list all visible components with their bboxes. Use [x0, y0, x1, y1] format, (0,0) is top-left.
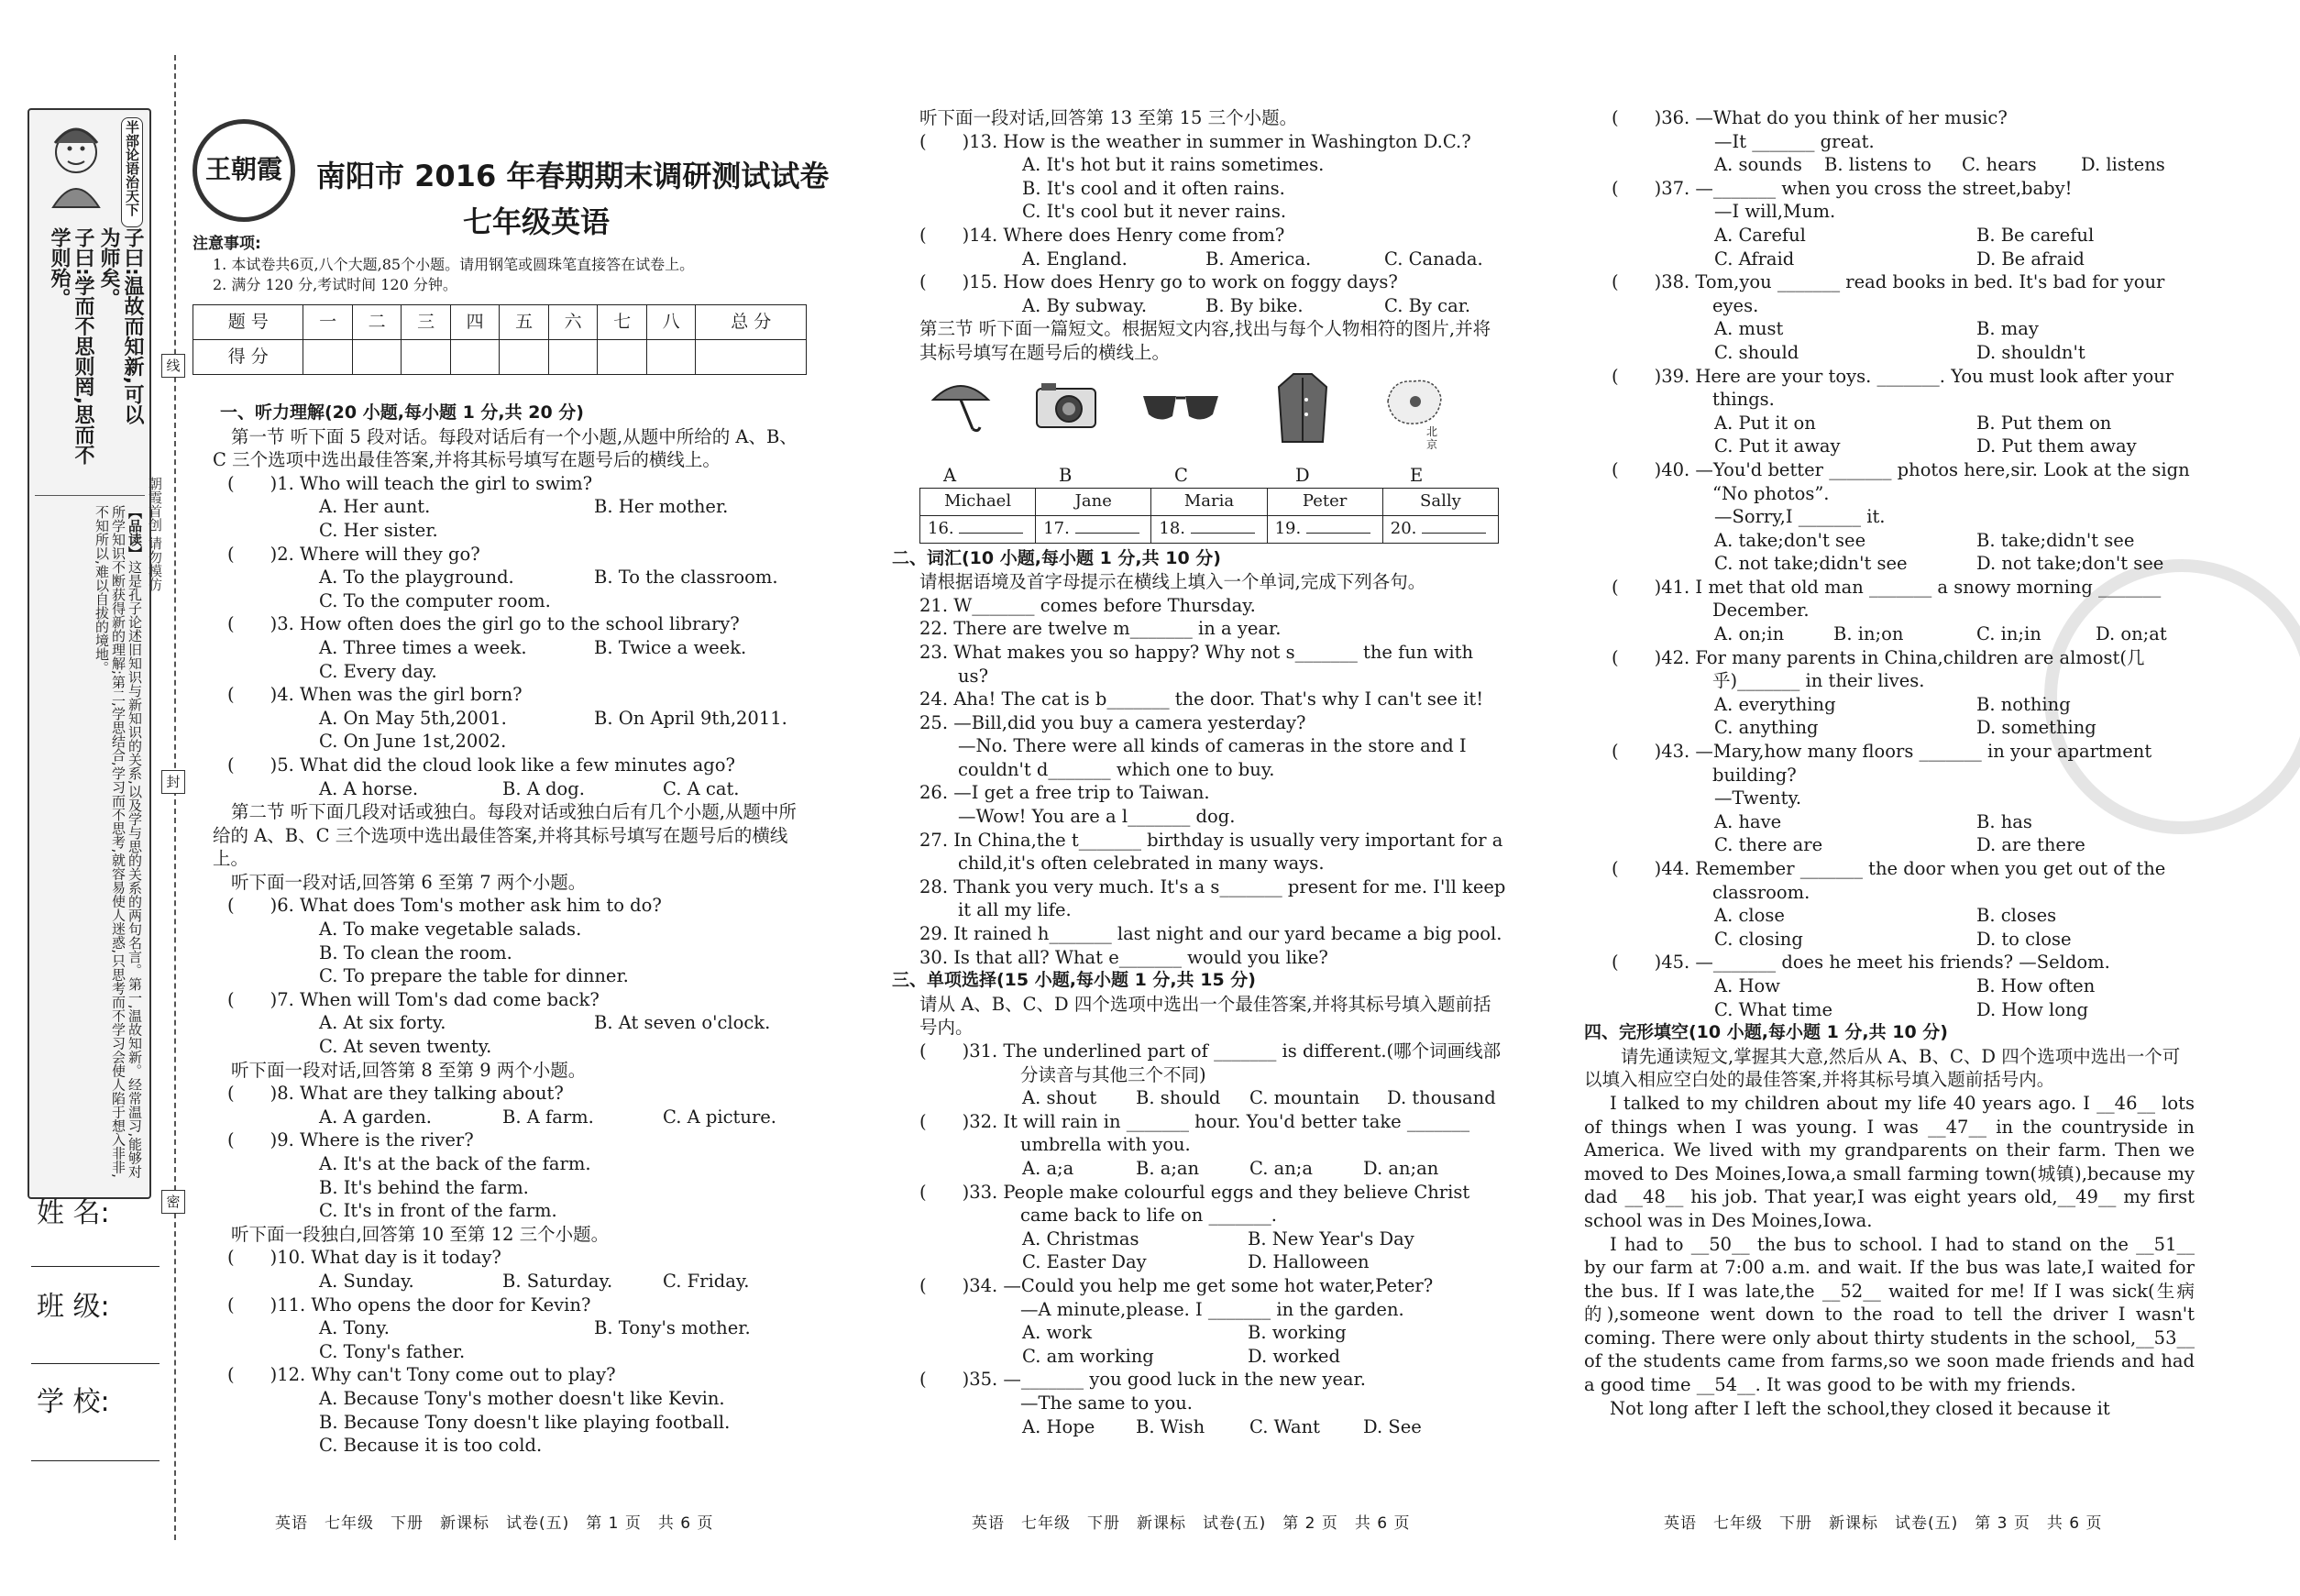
q12-option-c[interactable]: C. Because it is too cold. [319, 1435, 543, 1457]
option-b[interactable]: B. New Year's Day [1248, 1227, 1414, 1249]
q33-options-cd [919, 1250, 1506, 1274]
pindu-box [35, 495, 145, 1192]
option-a[interactable]: A. Three times a week. [319, 636, 527, 658]
option-b[interactable]: B. To the classroom. [594, 567, 778, 589]
score-cell[interactable] [500, 340, 549, 375]
q3-option-c[interactable]: C. Every day. [319, 660, 437, 682]
option-a[interactable]: A. everything [1714, 693, 1836, 715]
option-a[interactable]: A. Christmas [1022, 1227, 1139, 1249]
cut-line [174, 55, 176, 1540]
option-c[interactable]: C. Easter Day [1022, 1251, 1147, 1273]
question-11: ( )11. Who opens the door for Kevin? [227, 1293, 591, 1315]
score-header-cell: 一 [303, 305, 353, 340]
q6-option-b[interactable]: B. To clean the room. [319, 941, 512, 963]
brand-logo [193, 119, 295, 222]
column-3 [1584, 106, 2195, 1420]
option-d[interactable]: D. thousand [1387, 1087, 1496, 1109]
vocab-27[interactable]: 27. In China,the t_______ birthday is usually very important for a child,it's often celebrated in many ways. [919, 829, 1503, 875]
answer-number: 16. [928, 519, 954, 539]
q9-option-a[interactable]: A. It's at the back of the farm. [319, 1153, 591, 1174]
option-c[interactable]: C. hears [1962, 154, 2037, 176]
option-a[interactable]: A. A horse. [319, 777, 419, 799]
option-a[interactable]: A. Sunday. [319, 1270, 414, 1292]
option-b[interactable]: B. On April 9th,2011. [594, 707, 787, 729]
option-b[interactable]: B. has [1976, 810, 2032, 832]
question-33: ( )33. People make colourful eggs and they believe Christ came back to life on _______. [919, 1181, 1470, 1227]
answer-number: 18. [1159, 519, 1186, 539]
question-1: ( )1. Who will teach the girl to swim? [227, 472, 593, 494]
score-cell[interactable] [696, 340, 807, 375]
option-a[interactable]: A. Hope [1022, 1415, 1095, 1437]
question-8: ( )8. What are they talking about? [227, 1083, 564, 1105]
score-cell[interactable] [402, 340, 451, 375]
cloze-paragraph-1: I talked to my children about my life 40 years ago. I __46__ lots of things when I was young. I was __47__ in the countryside in America. We lived with my grandparents on their farm. Then we moved to Des Moines,Iowa,a small farming town(城镇),because my dad __48__ his job. That year,I was eight years old,__49__ my first school was in Des Moines,Iowa. [1584, 1092, 2195, 1231]
q6-option-a[interactable]: A. To make vegetable salads. [319, 919, 582, 941]
q11-option-c[interactable]: C. Tony's father. [319, 1340, 466, 1362]
q31-options [919, 1086, 1506, 1110]
option-c[interactable]: C. Friday. [663, 1270, 750, 1292]
question-14: ( )14. Where does Henry come from? [919, 224, 1285, 246]
score-row-label: 得 分 [193, 340, 303, 375]
vocab-23[interactable]: 23. What makes you so happy? Why not s_______ the fun with us? [919, 641, 1474, 687]
option-d[interactable]: D. See [1363, 1415, 1422, 1437]
q34-reply: —A minute,please. I _______ in the garden. [1020, 1298, 1404, 1320]
score-cell[interactable] [303, 340, 353, 375]
q13-option-b[interactable]: B. It's cool and it often rains. [1022, 177, 1285, 199]
option-c[interactable]: C. in;in [1976, 623, 2041, 645]
q7-option-c[interactable]: C. At seven twenty. [319, 1036, 492, 1058]
vocab-25-reply[interactable]: —No. There were all kinds of cameras in the store and I couldn't d_______ which one to buy. [958, 735, 1467, 780]
q9-option-b[interactable]: B. It's behind the farm. [319, 1176, 529, 1198]
score-header-cell: 五 [500, 305, 549, 340]
score-cell[interactable] [548, 340, 598, 375]
option-b[interactable]: B. A farm. [502, 1106, 594, 1128]
section-1-part-1-intro: 第一节 听下面 5 段对话。每段对话后有一个小题,从题中所给的 A、B、C 三个选项中选出最佳答案,并将其标号填写在题号后的横线上。 [213, 425, 798, 471]
question-34: ( )34. —Could you help me get some hot water,Peter? [919, 1274, 1434, 1296]
pindu-body: 这是孔子论述旧知识与新知识的关系,以及学与思的关系的两句名言。第一,温故知新。经常温习,能够对所学知识不断获得新的理解;第二,学思结合,学习而不思考,就容易使人迷惑,只思考而不学习会使人陷于想入非非,不知所以,难以自拔的境地。 [94, 505, 143, 1179]
question-41: ( )41. I met that old man _______ a snowy morning _______ December. [1612, 576, 2162, 622]
question-13: ( )13. How is the weather in summer in Washington D.C.? [919, 130, 1471, 152]
option-c[interactable]: C. anything [1714, 717, 1819, 739]
lead-6-7: 听下面一段对话,回答第 6 至第 7 两个小题。 [231, 871, 587, 893]
option-b[interactable]: B. Tony's mother. [594, 1317, 751, 1339]
question-37: ( )37. —_______ when you cross the street,baby! [1612, 177, 2073, 199]
option-a[interactable]: A. must [1714, 318, 1784, 340]
option-a[interactable]: A. On May 5th,2001. [319, 707, 507, 729]
score-header-cell: 题 号 [193, 305, 303, 340]
option-d[interactable]: D. are there [1976, 834, 2085, 856]
score-cell[interactable] [450, 340, 500, 375]
score-header-cell: 总 分 [696, 305, 807, 340]
cloze-paragraph-2: I had to __50__ the bus to school. I had to stand on the __51__ by our farm at 7:00 a.m. and wait. If the bus was late,I waited for the bus. If I was late,the __52__ waited for me! If I was sick(生病的),someone went down to the road to tell the driver I wasn't coming. There were only about thirty students in the school,__53__ of the students came from farms,so we soon made friends and had a good time __54__. It was good to be with my friends. [1584, 1233, 2195, 1396]
score-header-cell: 二 [352, 305, 402, 340]
answer-blank[interactable] [959, 533, 1023, 534]
question-12: ( )12. Why can't Tony come out to play? [227, 1364, 616, 1386]
name-row [920, 488, 1499, 515]
section-2-intro: 请根据语境及首字母提示在横线上填入一个单词,完成下列各句。 [919, 571, 1426, 593]
note-2: 2. 满分 120 分,考试时间 120 分钟。 [213, 276, 457, 293]
option-d[interactable]: D. an;an [1363, 1157, 1439, 1179]
score-cell[interactable] [352, 340, 402, 375]
option-c[interactable]: C. not take;didn't see [1714, 553, 1908, 575]
option-b[interactable]: B. Twice a week. [594, 636, 747, 658]
vocab-29[interactable]: 29. It rained h_______ last night and our yard became a big pool. [919, 923, 1502, 945]
q40-options-cd [1612, 552, 2195, 576]
option-a[interactable]: A. A garden. [319, 1106, 432, 1128]
option-a[interactable]: A. have [1714, 810, 1782, 832]
q5-options [213, 777, 809, 801]
option-c[interactable]: C. Want [1249, 1415, 1320, 1437]
notes-heading: 注意事项: [193, 235, 261, 253]
person-name: Jane [1036, 488, 1151, 515]
question-10: ( )10. What day is it today? [227, 1247, 501, 1269]
part-3-intro: 第三节 听下面一篇短文。根据短文内容,找出与每个人物相符的图片,并将其标号填写在题号后的横线上。 [919, 318, 1491, 363]
mid-note: 朝霞首创 请勿模仿 [147, 477, 163, 591]
picture-letter: C [1174, 464, 1188, 486]
beijing-map-icon [1382, 374, 1447, 451]
q36-options [1612, 153, 2195, 177]
question-36: ( )36. —What do you think of her music? [1612, 107, 2008, 128]
q39-options-ab [1612, 412, 2195, 435]
option-d[interactable]: D. not take;don't see [1976, 553, 2164, 575]
option-a[interactable]: A. close [1714, 905, 1785, 927]
question-7: ( )7. When will Tom's dad come back? [227, 988, 600, 1010]
lead-13-15: 听下面一段对话,回答第 13 至第 15 三个小题。 [919, 107, 1298, 128]
option-c[interactable]: C. Afraid [1714, 248, 1795, 270]
page-footer-3: 英语 七年级 下册 新课标 试卷(五) 第 3 页 共 6 页 [1664, 1514, 2103, 1533]
sidebar-quote-1: 子曰:温故而知新,可以为师矣。 [97, 227, 144, 425]
vocab-24[interactable]: 24. Aha! The cat is b_______ the door. That's why I can't see it! [919, 688, 1484, 710]
option-a[interactable]: A. Her aunt. [319, 496, 431, 518]
option-c[interactable]: C. should [1714, 341, 1799, 363]
option-a[interactable]: A. By subway. [1022, 294, 1148, 316]
question-44: ( )44. Remember _______ the door when you get out of the classroom. [1612, 858, 2166, 903]
option-c[interactable]: C. there are [1714, 834, 1823, 856]
question-6: ( )6. What does Tom's mother ask him to do? [227, 895, 662, 917]
question-32: ( )32. It will rain in _______ hour. You'd better take _______ umbrella with you. [919, 1110, 1470, 1156]
name-field[interactable] [31, 1265, 160, 1267]
question-45: ( )45. —_______ does he meet his friends? —Seldom. [1612, 952, 2110, 974]
option-b[interactable]: B. America. [1205, 248, 1312, 270]
question-4: ( )4. When was the girl born? [227, 684, 523, 706]
q13-option-c[interactable]: C. It's cool but it never rains. [1022, 201, 1287, 223]
score-cell[interactable] [646, 340, 696, 375]
option-b[interactable]: B. a;an [1136, 1157, 1200, 1179]
note-1: 1. 本试卷共6页,八个大题,85个小题。请用钢笔或圆珠笔直接答在试卷上。 [213, 256, 695, 273]
option-d[interactable]: D. Be afraid [1976, 248, 2085, 270]
picture-letter: B [1059, 464, 1073, 486]
umbrella-icon [929, 372, 993, 443]
question-38: ( )38. Tom,you _______ read books in bed. It's bad for your eyes. [1612, 271, 2165, 316]
answer-blank[interactable] [1191, 533, 1255, 534]
score-cell[interactable] [598, 340, 647, 375]
coat-icon [1275, 372, 1330, 452]
match-table [919, 488, 1499, 544]
score-header-cell: 四 [450, 305, 500, 340]
score-header-cell: 八 [646, 305, 696, 340]
sidebar [28, 108, 151, 1199]
option-b[interactable]: B. may [1976, 318, 2039, 340]
section-1-part-2-intro: 第二节 听下面几段对话或独白。每段对话或独白后有几个小题,从题中所给的 A、B、C 三个选项中选出最佳答案,并将其标号填写在题号后的横线上。 [213, 801, 797, 870]
option-b[interactable]: B. should [1136, 1087, 1221, 1109]
cloze-paragraph-3: Not long after I left the school,they closed it because it [1610, 1397, 2110, 1419]
question-35: ( )35. —_______ you good luck in the new year. [919, 1369, 1366, 1391]
answer-cell[interactable] [920, 515, 1036, 543]
vocab-22[interactable]: 22. There are twelve m_______ in a year. [919, 618, 1282, 640]
class-label: 班 级: [37, 1291, 110, 1323]
answer-number: 19. [1274, 519, 1302, 539]
q4-option-c[interactable]: C. On June 1st,2002. [319, 731, 507, 753]
option-d[interactable]: D. shouldn't [1976, 341, 2085, 363]
option-a[interactable]: A. Careful [1714, 224, 1806, 246]
option-a[interactable]: A. Tony. [319, 1317, 390, 1339]
option-a[interactable]: A. England. [1022, 248, 1128, 270]
q10-options [213, 1270, 809, 1293]
q37-options-cd [1612, 248, 2195, 271]
q3-options [213, 636, 809, 660]
question-15: ( )15. How does Henry go to work on foggy days? [919, 271, 1398, 293]
exam-subtitle: 七年级英语 [463, 204, 611, 239]
option-c[interactable]: C. By car. [1384, 294, 1471, 316]
section-3-intro: 请从 A、B、C、D 四个选项中选出一个最佳答案,并将其标号填入题前括号内。 [919, 993, 1491, 1039]
pindu-text [94, 505, 143, 1183]
column-1 [213, 402, 809, 1458]
option-a[interactable]: A. How [1714, 974, 1780, 996]
section-2-heading: 二、词汇(10 小题,每小题 1 分,共 10 分) [892, 547, 1221, 568]
vocab-30[interactable]: 30. Is that all? What e_______ would you like? [919, 946, 1328, 968]
score-entry-row [193, 340, 807, 375]
option-b[interactable]: B. A dog. [502, 777, 585, 799]
option-d[interactable]: D. to close [1976, 928, 2072, 950]
score-header-row [193, 305, 807, 340]
option-b[interactable]: B. Her mother. [594, 496, 729, 518]
map-label: 北京 [1426, 424, 1438, 451]
person-name: Maria [1151, 488, 1267, 515]
q45-options-ab [1612, 974, 2195, 998]
q42-options-cd [1612, 716, 2195, 740]
pindu-label: 【品读】 [127, 505, 143, 560]
answer-cell[interactable] [1151, 515, 1267, 543]
page-footer-2: 英语 七年级 下册 新课标 试卷(五) 第 2 页 共 6 页 [972, 1514, 1411, 1533]
picture-row [919, 372, 1506, 464]
q15-options [919, 294, 1506, 318]
q7-options [213, 1011, 809, 1035]
option-d[interactable]: D. worked [1248, 1345, 1340, 1367]
option-b[interactable]: B. Put them on [1976, 412, 2112, 434]
picture-letters [919, 464, 1506, 488]
option-a[interactable]: A. shout [1022, 1087, 1097, 1109]
option-a[interactable]: A. At six forty. [319, 1012, 446, 1034]
option-d[interactable]: D. Halloween [1248, 1251, 1370, 1273]
school-label: 学 校: [37, 1386, 110, 1418]
option-a[interactable]: A. a;a [1022, 1157, 1074, 1179]
q1-options [213, 495, 809, 519]
sidebar-quote-2: 子曰:学而不思则罔,思而不学则殆。 [48, 227, 94, 466]
question-31: ( )31. The underlined part of _______ is different.(哪个词画线部分读音与其他三个不同) [919, 1040, 1502, 1085]
q44-options-cd [1612, 928, 2195, 952]
q32-options [919, 1157, 1506, 1181]
option-b[interactable]: B. Wish [1136, 1415, 1205, 1437]
exam-title: 南阳市 2016 年春期期末调研测试试卷 [316, 159, 830, 193]
option-b[interactable]: B. in;on [1833, 623, 1904, 645]
q6-option-c[interactable]: C. To prepare the table for dinner. [319, 965, 629, 987]
question-42: ( )42. For many parents in China,children are almost(几乎)_______ in their lives. [1612, 646, 2145, 692]
seal-mark-2: 封 [161, 770, 185, 794]
q9-option-c[interactable]: C. It's in front of the farm. [319, 1200, 557, 1222]
picture-letter: A [943, 464, 957, 486]
option-c[interactable]: C. Canada. [1384, 248, 1483, 270]
person-name: Peter [1267, 488, 1382, 515]
answer-cell[interactable] [1267, 515, 1382, 543]
section-4-intro: 请先通读短文,掌握其大意,然后从 A、B、C、D 四个选项中选出一个可以填入相应空白处的最佳答案,并将其标号填入题前括号内。 [1584, 1045, 2181, 1091]
q11-options [213, 1316, 809, 1340]
brand-logo-text: 王朝霞 [204, 154, 282, 184]
option-c[interactable]: C. am working [1022, 1345, 1154, 1367]
class-field[interactable] [31, 1362, 160, 1364]
answer-blank[interactable] [1075, 533, 1139, 534]
option-b[interactable]: B. How often [1976, 974, 2096, 996]
option-d[interactable]: D. Put them away [1976, 435, 2137, 457]
option-c[interactable]: C. mountain [1249, 1087, 1360, 1109]
option-b[interactable]: B. By bike. [1205, 294, 1304, 316]
q4-options [213, 707, 809, 731]
option-a[interactable]: A. Put it on [1714, 412, 1816, 434]
option-c[interactable]: C. A picture. [663, 1106, 776, 1128]
q39-options-cd [1612, 435, 2195, 458]
option-a[interactable]: A. sounds [1714, 154, 1802, 176]
option-c[interactable]: C. Put it away [1714, 435, 1841, 457]
question-40: ( )40. —You'd better _______ photos here,sir. Look at the sign “No photos”. [1612, 458, 2190, 504]
seal-mark-3: 密 [161, 1190, 185, 1214]
score-table [193, 304, 807, 375]
answer-blank[interactable] [1306, 533, 1370, 534]
vocab-25: 25. —Bill,did you buy a camera yesterday? [919, 711, 1306, 733]
vocab-26: 26. —I get a free trip to Taiwan. [919, 782, 1210, 804]
q33-options-ab [919, 1227, 1506, 1251]
q34-options-cd [919, 1345, 1506, 1369]
q43-options-cd [1612, 833, 2195, 857]
q45-options-cd [1612, 998, 2195, 1022]
vocab-28[interactable]: 28. Thank you very much. It's a s_______ present for me. I'll keep it all my life. [919, 875, 1506, 921]
school-field[interactable] [31, 1459, 160, 1461]
q40-reply: —Sorry,I _______ it. [1714, 506, 1886, 528]
score-header-cell: 七 [598, 305, 647, 340]
option-b[interactable]: B. At seven o'clock. [594, 1012, 771, 1034]
section-1-heading: 一、听力理解(20 小题,每小题 1 分,共 20 分) [220, 402, 584, 423]
q40-options-ab [1612, 529, 2195, 553]
answer-number: 20. [1390, 519, 1417, 539]
name-label: 姓 名: [37, 1197, 110, 1229]
sage-illustration [35, 116, 117, 216]
lead-8-9: 听下面一段对话,回答第 8 至第 9 两个小题。 [231, 1059, 587, 1081]
sunglasses-icon [1139, 391, 1222, 434]
camera-icon [1034, 380, 1098, 437]
question-9: ( )9. Where is the river? [227, 1129, 474, 1151]
option-b[interactable]: B. Saturday. [502, 1270, 613, 1292]
q34-options-ab [919, 1321, 1506, 1345]
section-3-heading: 三、单项选择(15 小题,每小题 1 分,共 15 分) [892, 970, 1256, 991]
q12-option-b[interactable]: B. Because Tony doesn't like playing football. [319, 1411, 731, 1433]
q12-option-a[interactable]: A. Because Tony's mother doesn't like Kevin. [319, 1387, 725, 1409]
q8-options [213, 1106, 809, 1129]
q38-options-cd [1612, 341, 2195, 365]
option-d[interactable]: D. on;at [2096, 623, 2167, 645]
answer-cell[interactable] [1382, 515, 1498, 543]
option-b[interactable]: B. nothing [1976, 693, 2071, 715]
answer-blank[interactable] [1422, 533, 1486, 534]
answer-cell[interactable] [1036, 515, 1151, 543]
option-c[interactable]: C. an;a [1249, 1157, 1314, 1179]
option-c[interactable]: C. What time [1714, 998, 1832, 1020]
answer-row [920, 515, 1499, 543]
person-name: Michael [920, 488, 1036, 515]
vocab-26-reply[interactable]: —Wow! You are a l_______ dog. [958, 806, 1236, 828]
q43-options-ab [1612, 810, 2195, 834]
q44-options-ab [1612, 904, 2195, 928]
option-d[interactable]: D. listens [2081, 154, 2165, 176]
q42-options-ab [1612, 693, 2195, 717]
question-5: ( )5. What did the cloud look like a few minutes ago? [227, 754, 735, 776]
q43-reply: —Twenty. [1714, 787, 1802, 809]
person-name: Sally [1382, 488, 1498, 515]
q13-option-a[interactable]: A. It's hot but it rains sometimes. [1022, 154, 1325, 176]
option-b[interactable]: B. working [1248, 1322, 1347, 1344]
q37-reply: —I will,Mum. [1714, 201, 1836, 223]
page-footer-1: 英语 七年级 下册 新课标 试卷(五) 第 1 页 共 6 页 [275, 1514, 714, 1533]
option-b[interactable]: B. listens to [1824, 154, 1931, 176]
lead-10-12: 听下面一段独白,回答第 10 至第 12 三个小题。 [231, 1223, 610, 1245]
picture-letter: E [1410, 464, 1424, 486]
q2-option-c[interactable]: C. To the computer room. [319, 589, 551, 611]
option-b[interactable]: B. take;didn't see [1976, 529, 2135, 551]
q38-options-ab [1612, 317, 2195, 341]
option-c[interactable]: C. A cat. [663, 777, 740, 799]
section-4-heading: 四、完形填空(10 小题,每小题 1 分,共 10 分) [1584, 1022, 1948, 1043]
score-header-cell: 三 [402, 305, 451, 340]
question-39: ( )39. Here are your toys. _______. You must look after your things. [1612, 365, 2174, 411]
q36-reply: —It _______ great. [1714, 130, 1875, 152]
option-b[interactable]: B. closes [1976, 905, 2057, 927]
option-d[interactable]: D. something [1976, 717, 2096, 739]
option-a[interactable]: A. work [1022, 1322, 1093, 1344]
q41-options [1612, 622, 2195, 646]
question-3: ( )3. How often does the girl go to the school library? [227, 613, 740, 635]
option-b[interactable]: B. Be careful [1976, 224, 2095, 246]
option-d[interactable]: D. How long [1976, 998, 2088, 1020]
q14-options [919, 248, 1506, 271]
sidebar-badge: 半部论语治天下 [121, 117, 143, 227]
vocab-21[interactable]: 21. W_______ comes before Thursday. [919, 594, 1256, 616]
column-2 [892, 106, 1506, 1438]
picture-letter: D [1295, 464, 1310, 486]
q2-options [213, 566, 809, 589]
option-a[interactable]: A. on;in [1714, 623, 1785, 645]
q35-reply: —The same to you. [1020, 1392, 1193, 1414]
score-header-cell: 六 [548, 305, 598, 340]
q1-option-c[interactable]: C. Her sister. [319, 519, 438, 541]
answer-number: 17. [1043, 519, 1070, 539]
option-c[interactable]: C. closing [1714, 928, 1803, 950]
question-2: ( )2. Where will they go? [227, 543, 480, 565]
q37-options-ab [1612, 224, 2195, 248]
option-a[interactable]: A. take;don't see [1714, 529, 1866, 551]
question-43: ( )43. —Mary,how many floors _______ in your apartment building? [1612, 741, 2152, 786]
q35-options [919, 1415, 1506, 1439]
seal-mark-1: 线 [161, 354, 185, 378]
option-a[interactable]: A. To the playground. [319, 567, 514, 589]
